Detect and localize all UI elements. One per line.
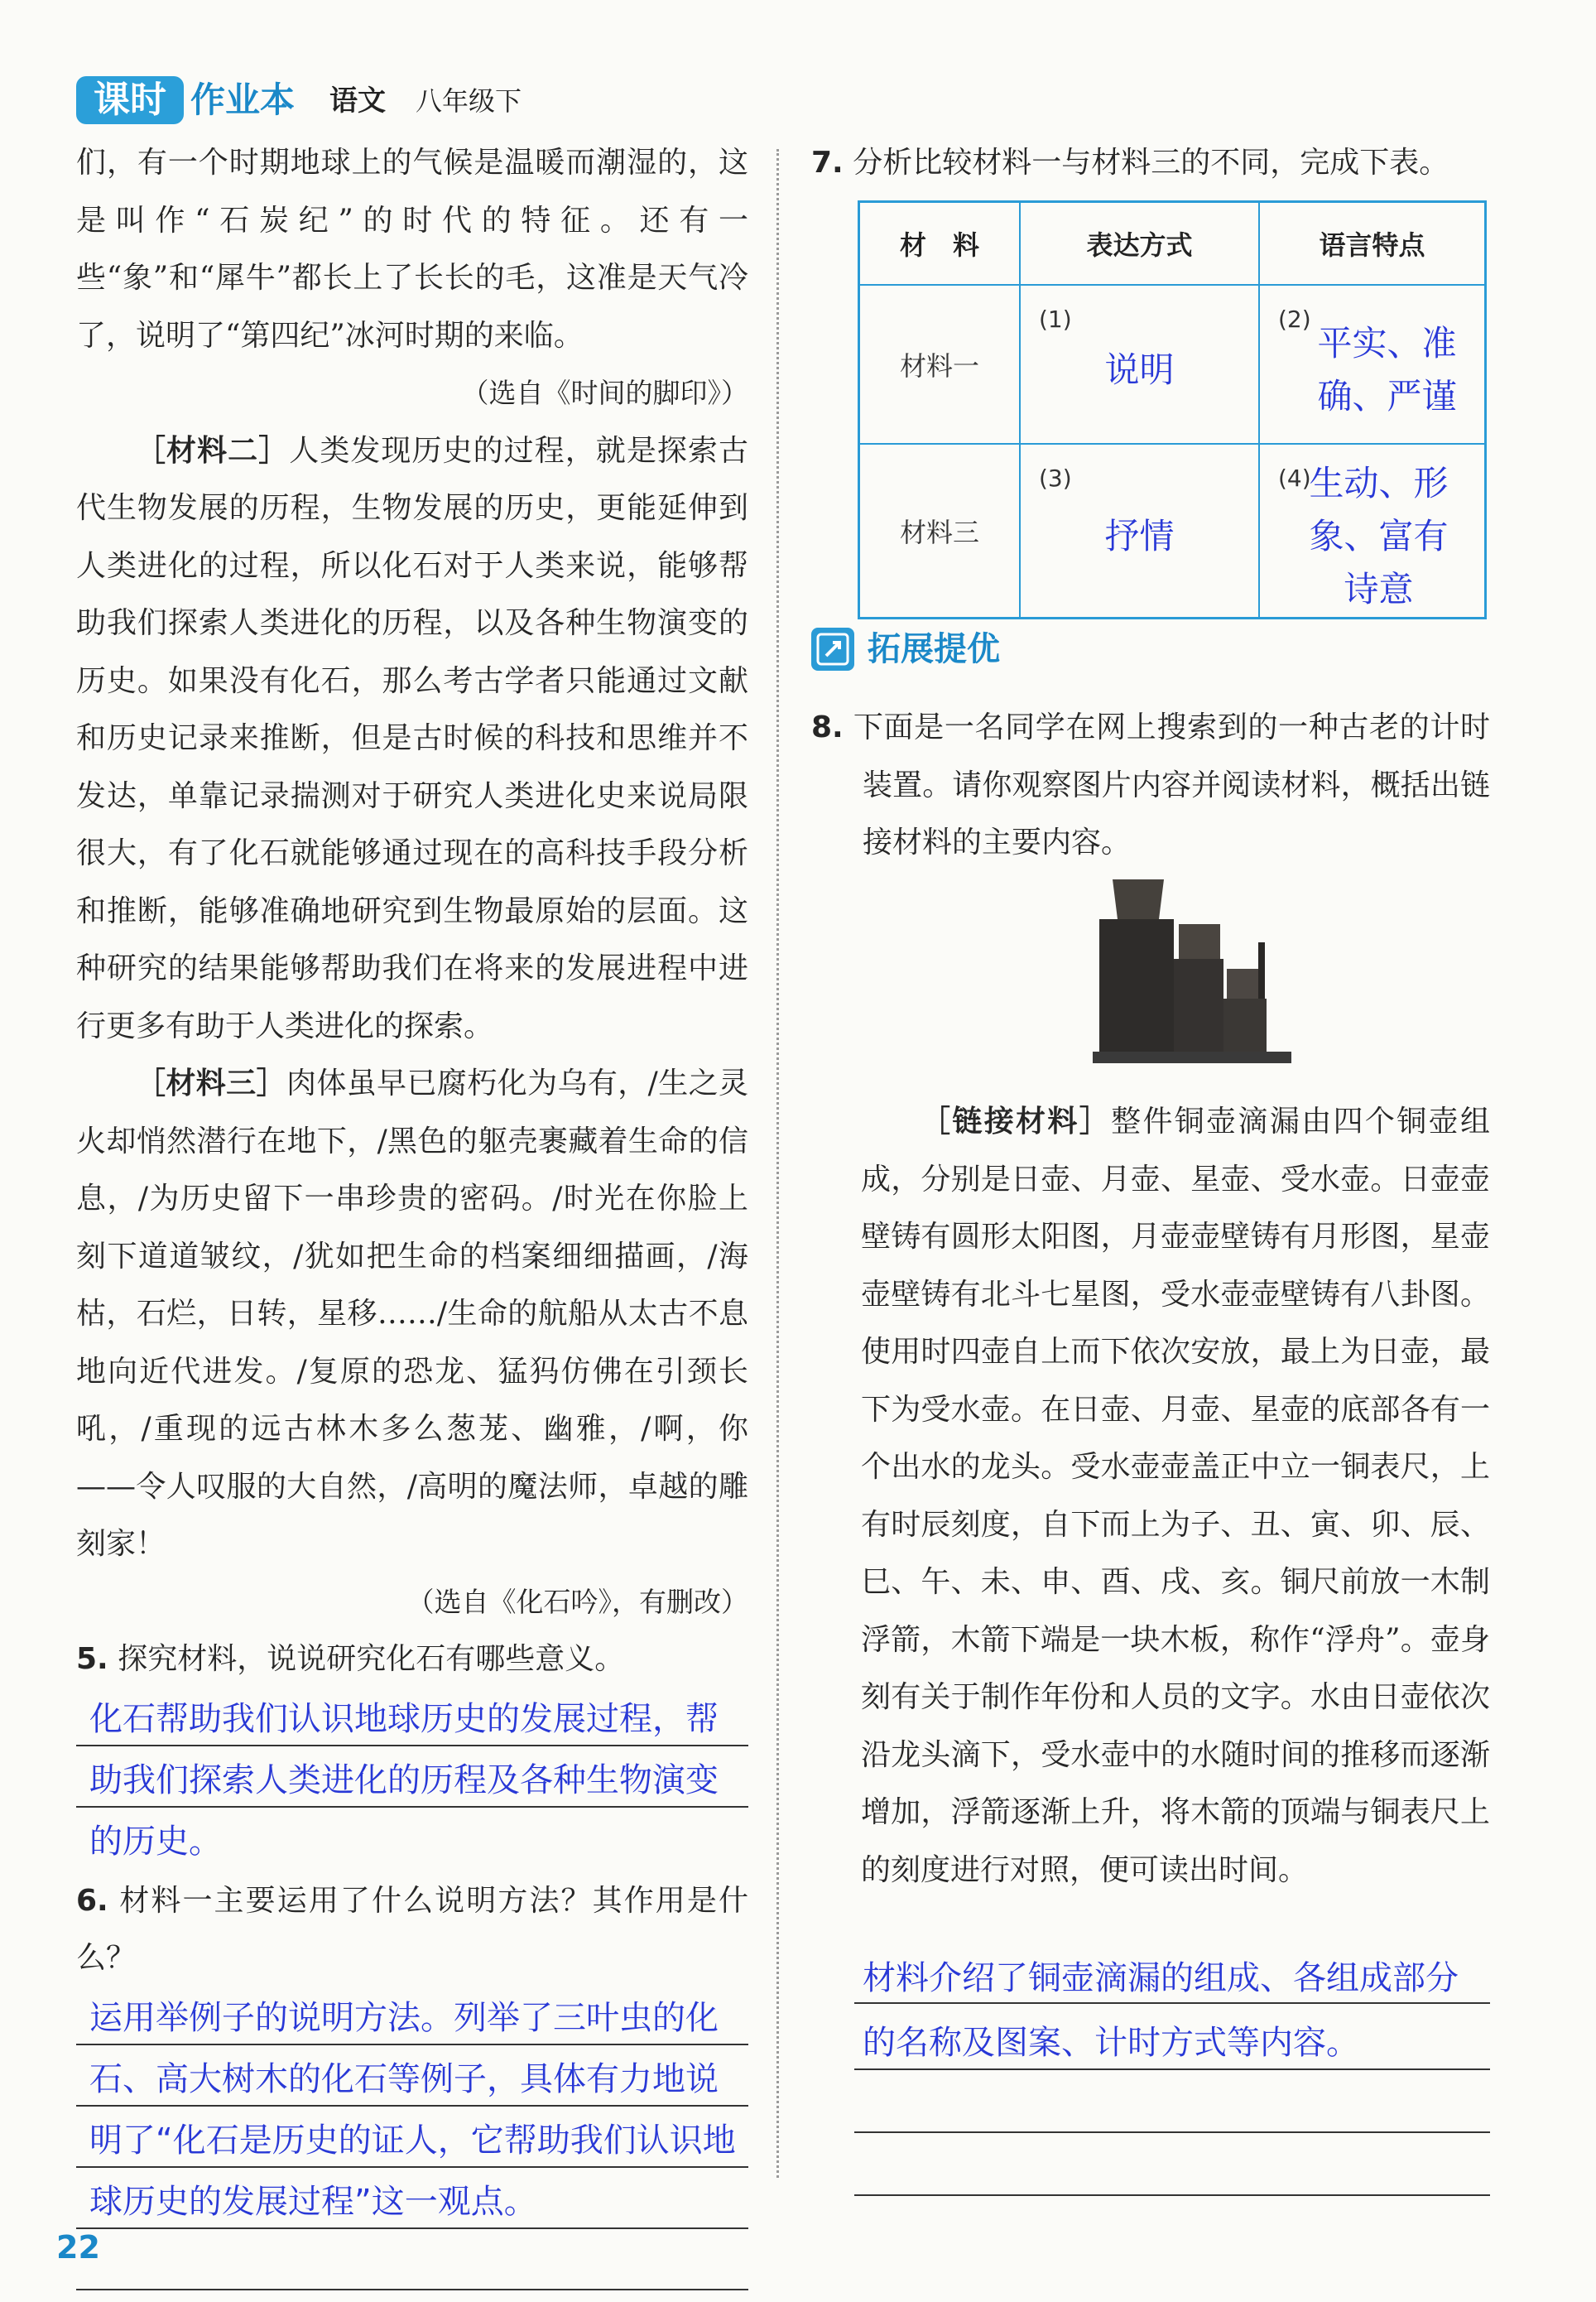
question-7-number: 7.: [811, 146, 844, 180]
question-6: [76, 1872, 748, 1987]
table-header-cell: 材 料: [859, 202, 1021, 286]
page-number: 22: [56, 2229, 100, 2266]
answer-6-text: 运用举例子的说明方法。列举了三叶虫的化石、高大树木的化石等例子，具体有力地说明了“化石是历史的证人，它帮助我们认识地球历史的发展过程”这一观点。: [89, 1998, 736, 2221]
question-8-text: 下面是一名同学在网上搜索到的一种古老的计时装置。请你观察图片内容并阅读材料，概括出链接材料的主要内容。: [853, 710, 1490, 860]
answer-line: [854, 2194, 1490, 2196]
table-header-row: [859, 202, 1486, 286]
answer-cell[interactable]: [1259, 444, 1486, 619]
table-row: [859, 444, 1486, 619]
question-6-text: 材料一主要运用了什么说明方法？其作用是什么？: [76, 1883, 748, 1975]
answer-8-area[interactable]: [854, 1946, 1490, 2075]
table-header-cell: 表达方式: [1020, 202, 1259, 286]
water-clock-image: [1093, 876, 1291, 1068]
answer-line: [76, 2289, 748, 2290]
subject-label: 语文: [329, 84, 386, 118]
answer-5-text: 化石帮助我们认识地球历史的发展过程，帮助我们探索人类进化的历程及各种生物演变的历史。: [89, 1699, 719, 1861]
material-three-source: （选自《化石吟》，有删改）: [406, 1585, 748, 1618]
blank-number: (4): [1278, 465, 1311, 492]
material-three-label: ［材料三］: [136, 1066, 286, 1100]
question-7: [811, 134, 1490, 192]
brand-logo: 课时: [76, 76, 184, 124]
question-8-number: 8.: [811, 710, 844, 744]
answer-line: [854, 2131, 1490, 2133]
link-material-label: ［链接材料］: [921, 1104, 1112, 1139]
answer-cell[interactable]: [1020, 285, 1259, 444]
column-divider: [776, 149, 779, 2178]
material-one-tail: 们，有一个时期地球上的气候是温暖而潮湿的，这是叫作“石炭纪”的时代的特征。还有一些“象”和“犀牛”都长上了长长的毛，这准是天气冷了，说明了“第四纪”冰河时期的来临。: [76, 146, 748, 353]
answer-cell[interactable]: [1259, 285, 1486, 444]
question-5-number: 5.: [76, 1642, 108, 1676]
link-material: [861, 1093, 1490, 1899]
blank-number: (3): [1039, 465, 1072, 492]
blank-number: (1): [1039, 306, 1072, 333]
blank-number: (2): [1278, 306, 1311, 333]
question-7-text: 分析比较材料一与材料三的不同，完成下表。: [853, 146, 1449, 180]
question-6-number: 6.: [76, 1883, 108, 1918]
question-8: [811, 699, 1490, 872]
material-three: [76, 1055, 748, 1573]
table-row: [859, 285, 1486, 444]
blank-answer: 平实、准确、严谨: [1317, 323, 1457, 417]
blank-answer: 说明: [1104, 349, 1175, 390]
answer-5-area[interactable]: [76, 1688, 748, 1872]
answer-8-text: 材料介绍了铜壶滴漏的组成、各组成部分的名称及图案、计时方式等内容。: [863, 1959, 1459, 2062]
series-title: 作业本: [190, 79, 296, 120]
answer-6-area[interactable]: [76, 1987, 748, 2232]
question-5-text: 探究材料，说说研究化石有哪些意义。: [118, 1642, 625, 1676]
row-label: 材料一: [859, 285, 1021, 444]
blank-answer: 抒情: [1104, 516, 1175, 556]
answer-cell[interactable]: [1020, 444, 1259, 619]
material-two-text: 人类发现历史的过程，就是探索古代生物发展的历程，生物发展的历史，更能延伸到人类进化的过程，所以化石对于人类来说，能够帮助我们探索人类进化的历程，以及各种生物演变的历史。如果没有化石，那么考古学者只能通过文献和历史记录来推断，但是古时候的科技和思维并不发达，单靠记录揣测对于研究人类进化史来说局限很大，有了化石就能够通过现在的高科技手段分析和推断，能够准确地研究到生物最原始的层面。这种研究的结果能够帮助我们在将来的发展进程中进行更多有助于人类进化的探索。: [76, 433, 748, 1043]
grade-label: 八年级下: [416, 85, 522, 117]
material-two-label: ［材料二］: [136, 432, 290, 468]
row-label: 材料三: [859, 444, 1021, 619]
question-5: [76, 1630, 748, 1688]
section-title: 拓展提优: [868, 630, 1000, 668]
left-column: [76, 134, 748, 2232]
link-material-text: 整件铜壶滴漏由四个铜壶组成，分别是日壶、月壶、星壶、受水壶。日壶壶壁铸有圆形太阳图，月壶壶壁铸有月形图，星壶壶壁铸有北斗七星图，受水壶壶壁铸有八卦图。使用时四壶自上而下依次安放，最上为日壶，最下为受水壶。在日壶、月壶、星壶的底部各有一个出水的龙头。受水壶壶盖正中立一铜表尺，上有时辰刻度，自下而上为子、丑、寅、卯、辰、巳、午、未、申、酉、戌、亥。铜尺前放一木制浮箭，木箭下端是一块木板，称作“浮舟”。壶身刻有关于制作年份和人员的文字。水由日壶依次沿龙头滴下，受水壶中的水随时间的推移而逐渐增加，浮箭逐渐上升，将木箭的顶端与铜表尺上的刻度进行对照，便可读出时间。: [861, 1105, 1490, 1887]
blank-answer: 生动、形象、富有诗意: [1309, 463, 1449, 609]
material-one-source: （选自《时间的脚印》）: [461, 377, 748, 409]
material-three-text: 肉体虽早已腐朽化为乌有，/生之灵火却悄然潜行在地下，/黑色的躯壳裹藏着生命的信息，/为历史留下一串珍贵的密码。/时光在你脸上刻下道道皱纹，/犹如把生命的档案细细描画，/海枯，石烂，日转，星移……/生命的航船从太古不息地向近代进发。/复原的恐龙、猛犸仿佛在引颈长吼，/重现的远古林木多么葱茏、幽雅，/啊，你——令人叹服的大自然，/高明的魔法师，卓越的雕刻家！: [76, 1067, 748, 1561]
rocket-icon: [811, 628, 854, 671]
material-two: [76, 422, 748, 1056]
comparison-table: [858, 200, 1487, 619]
table-header-cell: 语言特点: [1259, 202, 1486, 286]
